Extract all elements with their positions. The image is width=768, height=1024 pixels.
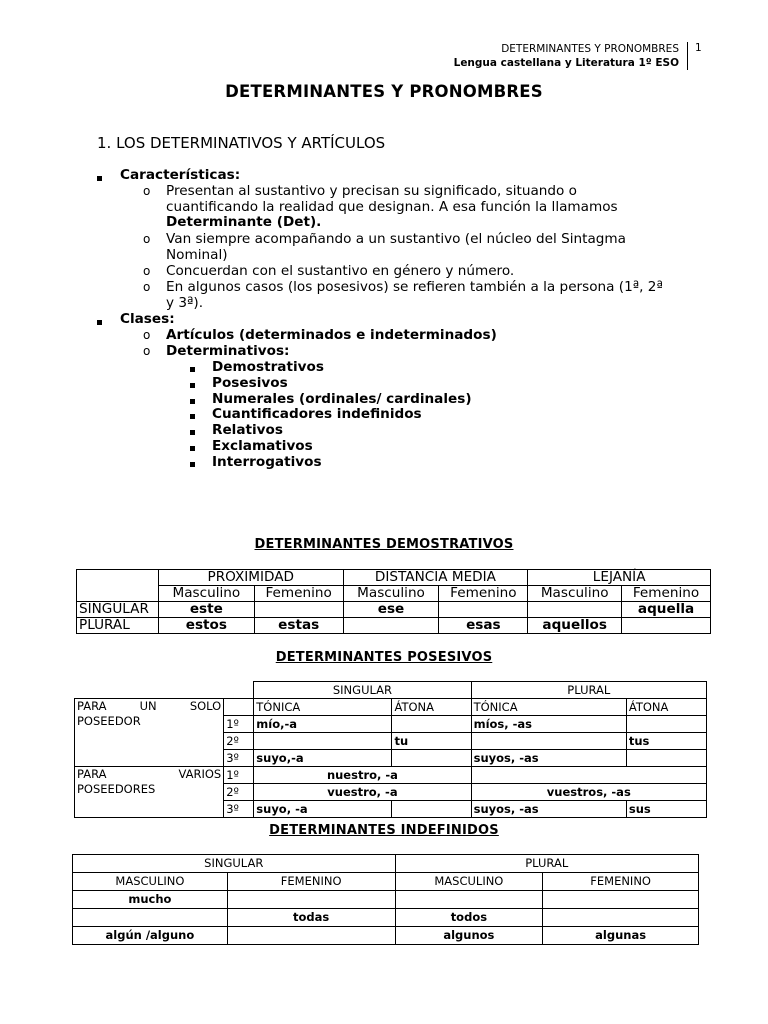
table-cell-empty bbox=[75, 682, 254, 699]
table-row bbox=[77, 602, 711, 618]
table-cell-empty bbox=[392, 750, 471, 767]
square-bullet-icon bbox=[190, 367, 195, 372]
posesivos-table bbox=[74, 681, 707, 818]
square-bullet-icon bbox=[190, 383, 195, 388]
table-row bbox=[77, 586, 711, 602]
person-label: 3º bbox=[224, 801, 254, 818]
indefinidos-table bbox=[72, 854, 699, 945]
table-cell bbox=[343, 618, 439, 634]
table-cell: mucho bbox=[73, 891, 228, 909]
table-cell bbox=[227, 927, 395, 945]
demostrativos-table bbox=[76, 569, 711, 634]
circle-bullet-icon: o bbox=[143, 280, 151, 294]
indefinidos-title: DETERMINANTES INDEFINIDOS bbox=[269, 823, 499, 838]
table-cell: algunas bbox=[543, 927, 699, 945]
label-word: PARA bbox=[77, 699, 107, 713]
table-cell: suyo,-a bbox=[254, 750, 392, 767]
table-cell: nuestro, -a bbox=[254, 767, 471, 784]
list-item: Presentan al sustantivo y precisan su significado, situando o bbox=[166, 183, 577, 199]
table-header: Masculino bbox=[528, 586, 622, 602]
table-cell: todos bbox=[395, 909, 543, 927]
table-cell-empty bbox=[77, 570, 159, 602]
table-header: ÁTONA bbox=[392, 699, 471, 716]
sub-list-item: Cuantificadores indefinidos bbox=[212, 406, 422, 422]
table-row bbox=[77, 570, 711, 586]
list-item: Concuerdan con el sustantivo en género y número. bbox=[166, 263, 515, 279]
list-item: Artículos (determinados e indeterminados) bbox=[166, 327, 497, 343]
table-cell bbox=[622, 618, 711, 634]
table-cell: mío,-a bbox=[254, 716, 392, 733]
table-cell: algunos bbox=[395, 927, 543, 945]
table-cell: suyo, -a bbox=[254, 801, 392, 818]
table-header: TÓNICA bbox=[254, 699, 392, 716]
running-header bbox=[454, 42, 688, 70]
table-cell: algún /alguno bbox=[73, 927, 228, 945]
circle-bullet-icon: o bbox=[143, 264, 151, 278]
label-word: PARA bbox=[77, 767, 107, 781]
label-word: POSEEDOR bbox=[77, 714, 141, 728]
label-word: VARIOS bbox=[178, 767, 222, 781]
sub-list-item: Posesivos bbox=[212, 375, 288, 391]
list-item: Determinativos: bbox=[166, 343, 290, 359]
table-header: Masculino bbox=[343, 586, 439, 602]
row-label-un-solo-poseedor bbox=[75, 699, 224, 767]
square-bullet-icon bbox=[190, 414, 195, 419]
table-cell-empty bbox=[471, 767, 706, 784]
table-header: LEJANÍA bbox=[528, 570, 711, 586]
clases-label: Clases: bbox=[120, 311, 175, 327]
list-item-continuation: Nominal) bbox=[166, 247, 228, 263]
table-row bbox=[75, 699, 707, 716]
demostrativos-title: DETERMINANTES DEMOSTRATIVOS bbox=[254, 537, 514, 552]
table-cell: aquella bbox=[622, 602, 711, 618]
table-cell: estas bbox=[254, 618, 343, 634]
table-header: SINGULAR bbox=[73, 855, 396, 873]
person-label: 3º bbox=[224, 750, 254, 767]
table-row bbox=[73, 873, 699, 891]
table-header: DISTANCIA MEDIA bbox=[343, 570, 528, 586]
square-bullet-icon bbox=[190, 462, 195, 467]
table-header: Femenino bbox=[254, 586, 343, 602]
section-heading: 1. LOS DETERMINATIVOS Y ARTÍCULOS bbox=[97, 134, 386, 152]
circle-bullet-icon: o bbox=[143, 184, 151, 198]
label-word: POSEEDORES bbox=[77, 782, 156, 796]
person-label: 2º bbox=[224, 784, 254, 801]
sub-list-item: Demostrativos bbox=[212, 359, 324, 375]
table-cell bbox=[543, 909, 699, 927]
table-cell-empty bbox=[224, 699, 254, 716]
square-bullet-icon bbox=[190, 446, 195, 451]
table-cell-empty bbox=[392, 801, 471, 818]
table-cell: suyos, -as bbox=[471, 750, 626, 767]
table-row bbox=[73, 927, 699, 945]
person-label: 2º bbox=[224, 733, 254, 750]
table-cell: aquellos bbox=[528, 618, 622, 634]
table-header: MASCULINO bbox=[73, 873, 228, 891]
table-cell bbox=[543, 891, 699, 909]
header-subject: Lengua castellana y Literatura 1º ESO bbox=[453, 57, 679, 69]
sub-list-item: Exclamativos bbox=[212, 438, 313, 454]
label-word: SOLO bbox=[189, 699, 222, 713]
list-item-continuation: cuantificando la realidad que designan. A esa función la llamamos bbox=[166, 199, 618, 215]
posesivos-title: DETERMINANTES POSESIVOS bbox=[275, 650, 493, 665]
table-header: MASCULINO bbox=[395, 873, 543, 891]
table-header: PROXIMIDAD bbox=[158, 570, 343, 586]
table-cell-empty bbox=[254, 733, 392, 750]
table-cell bbox=[73, 909, 228, 927]
table-header: FEMENINO bbox=[227, 873, 395, 891]
table-row bbox=[75, 767, 707, 784]
table-cell: ese bbox=[343, 602, 439, 618]
table-row bbox=[75, 682, 707, 699]
table-cell: vuestro, -a bbox=[254, 784, 471, 801]
table-cell: sus bbox=[626, 801, 706, 818]
caracteristicas-label: Características: bbox=[120, 167, 241, 183]
header-title: DETERMINANTES Y PRONOMBRES bbox=[501, 43, 679, 55]
row-label: SINGULAR bbox=[77, 602, 159, 618]
table-cell bbox=[395, 891, 543, 909]
list-item-continuation: Determinante (Det). bbox=[166, 214, 322, 230]
square-bullet-icon bbox=[190, 430, 195, 435]
circle-bullet-icon: o bbox=[143, 328, 151, 342]
table-cell: suyos, -as bbox=[471, 801, 626, 818]
table-cell: estos bbox=[158, 618, 254, 634]
list-item-continuation: y 3ª). bbox=[166, 295, 204, 311]
table-header: ÁTONA bbox=[626, 699, 706, 716]
page-title: DETERMINANTES Y PRONOMBRES bbox=[225, 82, 543, 101]
square-bullet-icon bbox=[97, 320, 102, 325]
table-cell-empty bbox=[626, 750, 706, 767]
row-label: PLURAL bbox=[77, 618, 159, 634]
page-number: 1 bbox=[695, 42, 702, 54]
table-cell-empty bbox=[626, 716, 706, 733]
person-label: 1º bbox=[224, 716, 254, 733]
table-cell: míos, -as bbox=[471, 716, 626, 733]
circle-bullet-icon: o bbox=[143, 232, 151, 246]
table-header: Femenino bbox=[622, 586, 711, 602]
person-label: 1º bbox=[224, 767, 254, 784]
table-header: FEMENINO bbox=[543, 873, 699, 891]
row-label-varios-poseedores bbox=[75, 767, 224, 818]
table-cell: tu bbox=[392, 733, 471, 750]
table-cell: este bbox=[158, 602, 254, 618]
table-cell bbox=[227, 891, 395, 909]
sub-list-item: Relativos bbox=[212, 422, 283, 438]
square-bullet-icon bbox=[190, 399, 195, 404]
table-header: TÓNICA bbox=[471, 699, 626, 716]
table-cell-empty bbox=[471, 733, 626, 750]
table-cell: esas bbox=[439, 618, 528, 634]
table-cell bbox=[439, 602, 528, 618]
table-cell: todas bbox=[227, 909, 395, 927]
table-cell bbox=[528, 602, 622, 618]
square-bullet-icon bbox=[97, 176, 102, 181]
table-header: PLURAL bbox=[395, 855, 699, 873]
list-item: Van siempre acompañando a un sustantivo (el núcleo del Sintagma bbox=[166, 231, 626, 247]
table-row bbox=[77, 618, 711, 634]
list-item: En algunos casos (los posesivos) se refieren también a la persona (1ª, 2ª bbox=[166, 279, 663, 295]
table-cell bbox=[254, 602, 343, 618]
table-row bbox=[73, 855, 699, 873]
table-cell: tus bbox=[626, 733, 706, 750]
sub-list-item: Interrogativos bbox=[212, 454, 322, 470]
table-row bbox=[73, 891, 699, 909]
table-cell-empty bbox=[392, 716, 471, 733]
sub-list-item: Numerales (ordinales/ cardinales) bbox=[212, 391, 472, 407]
circle-bullet-icon: o bbox=[143, 344, 151, 358]
label-word: UN bbox=[139, 699, 157, 713]
table-row bbox=[73, 909, 699, 927]
table-header: Femenino bbox=[439, 586, 528, 602]
table-header: Masculino bbox=[158, 586, 254, 602]
table-header: PLURAL bbox=[471, 682, 706, 699]
table-header: SINGULAR bbox=[254, 682, 471, 699]
table-cell: vuestros, -as bbox=[471, 784, 706, 801]
